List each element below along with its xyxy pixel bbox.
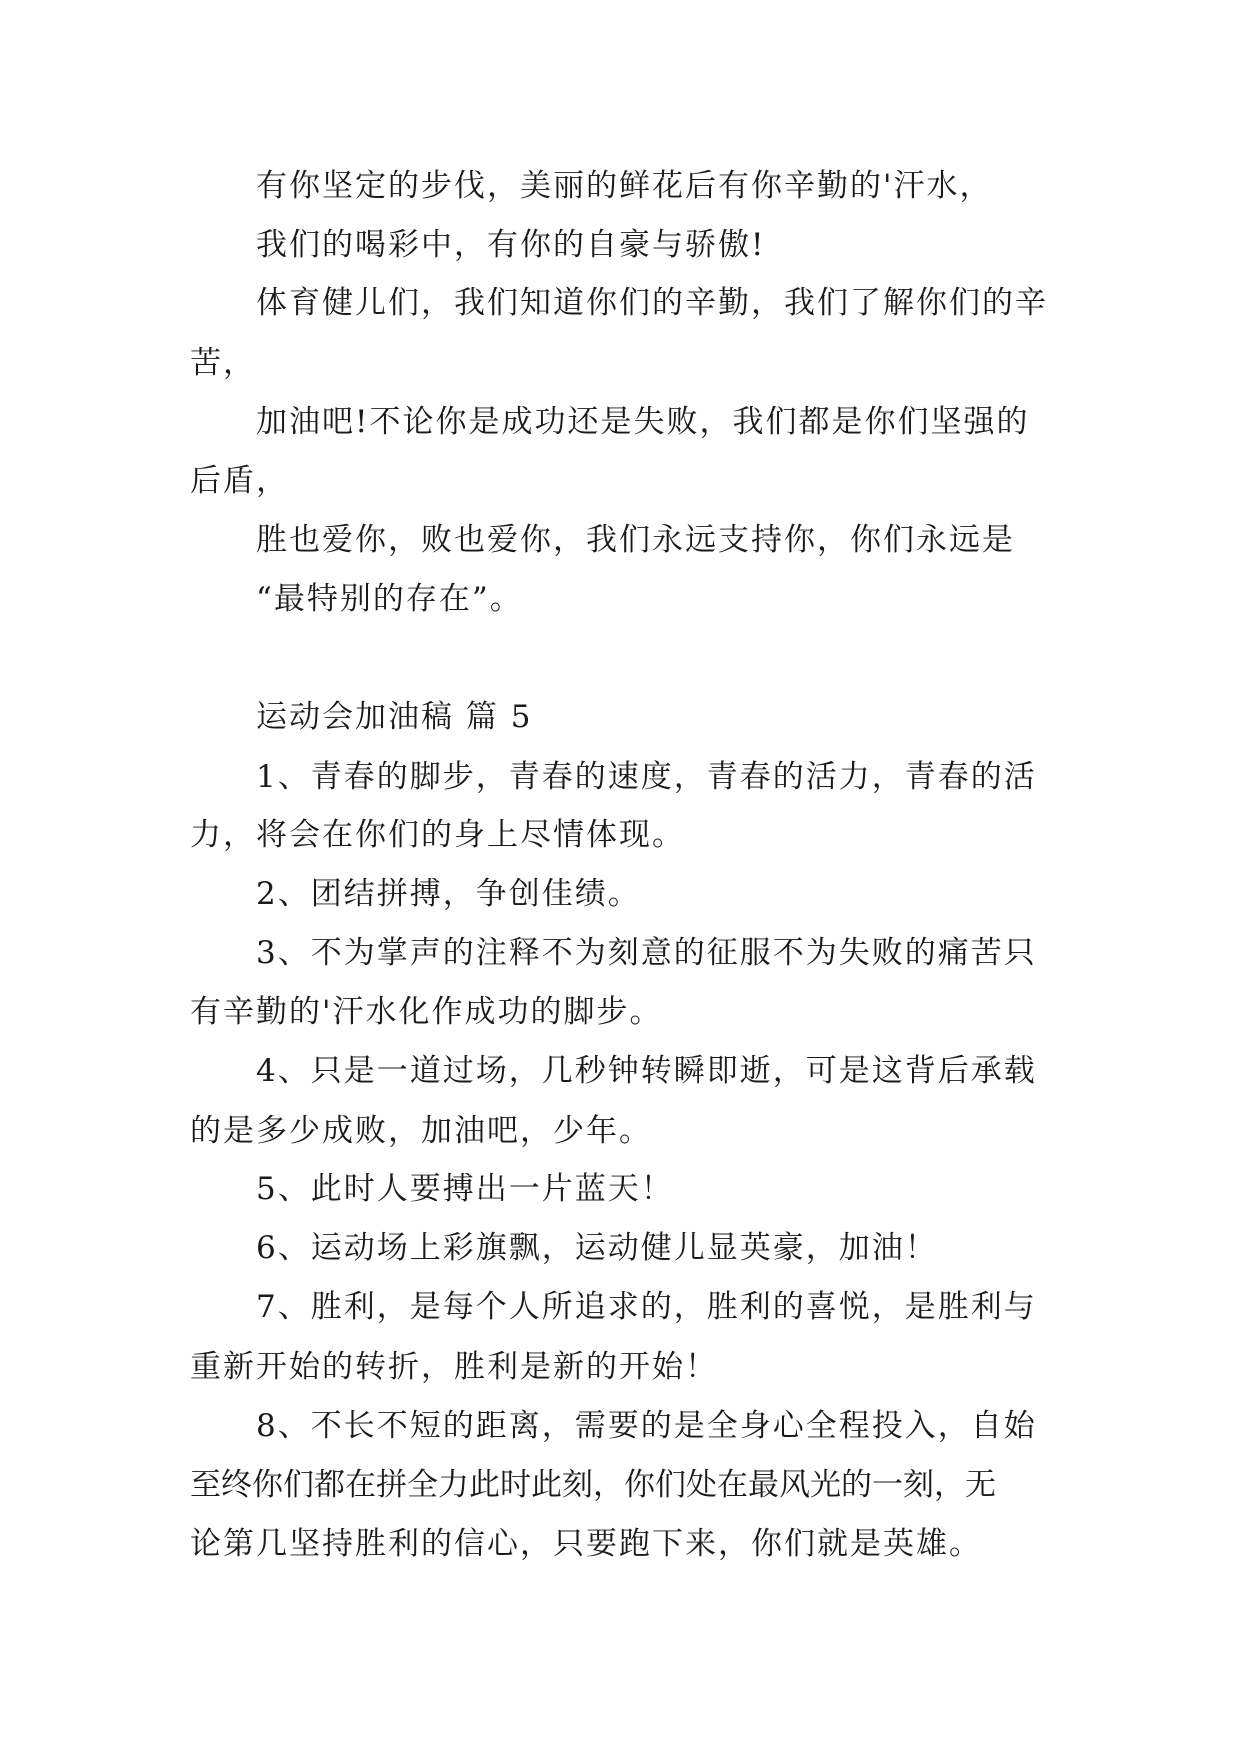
text-line: 有你坚定的步伐，美丽的鲜花后有你辛勤的'汗水， [256, 168, 993, 204]
list-item-continuation: 重新开始的转折，胜利是新的开始！ [190, 1349, 718, 1385]
list-item: 3、不为掌声的注释不为刻意的征服不为失败的痛苦只 [256, 935, 1037, 971]
list-item-continuation: 的是多少成败，加油吧，少年。 [190, 1113, 652, 1149]
list-item-continuation: 至终你们都在拼全力此时此刻，你们处在最风光的一刻，无 [190, 1467, 996, 1503]
list-item: 6、运动场上彩旗飘，运动健儿显英豪，加油！ [256, 1230, 938, 1266]
text-line: “最特别的存在”。 [256, 581, 523, 617]
text-line: 苦， [190, 345, 256, 381]
list-item: 8、不长不短的距离，需要的是全身心全程投入，自始 [256, 1408, 1037, 1444]
text-line: 后盾， [190, 463, 289, 499]
text-line: 体育健儿们，我们知道你们的辛勤，我们了解你们的辛 [256, 285, 1048, 321]
list-item-continuation: 有辛勤的'汗水化作成功的脚步。 [190, 994, 663, 1030]
text-line: 加油吧!不论你是成功还是失败，我们都是你们坚强的 [256, 404, 1030, 440]
list-item: 1、青春的脚步，青春的速度，青春的活力，青春的活 [256, 759, 1037, 795]
list-item: 2、团结拼搏，争创佳绩。 [256, 876, 641, 912]
text-line: 胜也爱你，败也爱你，我们永远支持你，你们永远是 [256, 522, 1015, 558]
list-item: 7、胜利，是每个人所追求的，胜利的喜悦，是胜利与 [256, 1289, 1037, 1325]
list-item: 4、只是一道过场，几秒钟转瞬即逝，可是这背后承载 [256, 1053, 1037, 1089]
section-heading: 运动会加油稿 篇 5 [256, 699, 533, 735]
list-item: 5、此时人要搏出一片蓝天！ [256, 1171, 674, 1207]
list-item-continuation: 论第几坚持胜利的信心，只要跑下来，你们就是英雄。 [190, 1526, 982, 1562]
text-line: 我们的喝彩中，有你的自豪与骄傲! [256, 227, 766, 263]
list-item-continuation: 力，将会在你们的身上尽情体现。 [190, 817, 685, 853]
